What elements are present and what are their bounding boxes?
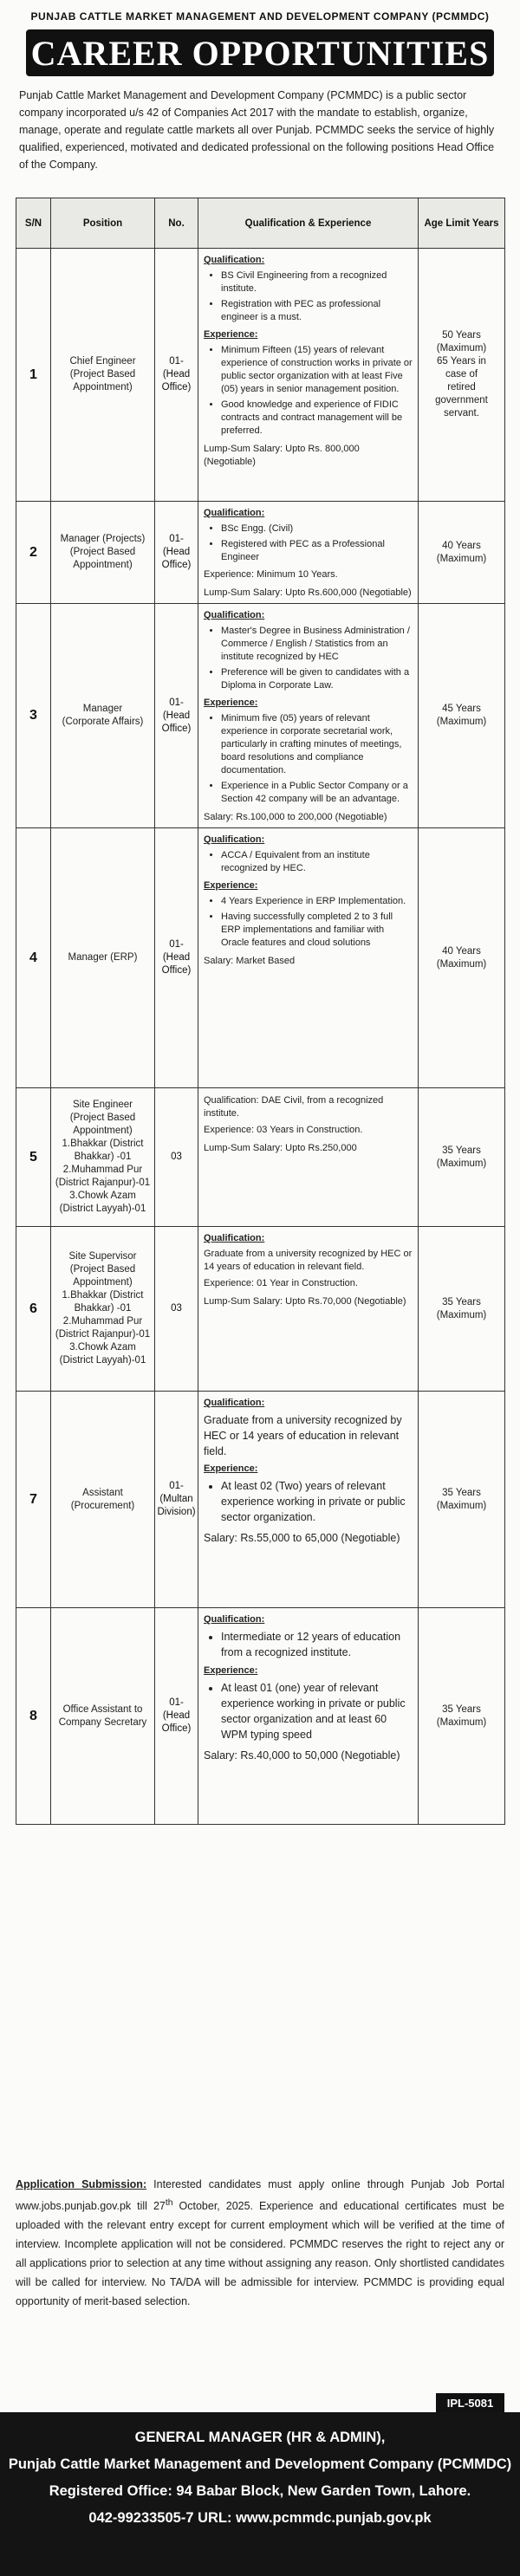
vacancy-line: 01-	[169, 1697, 184, 1708]
position-line: Chief Engineer	[69, 356, 136, 367]
age-limit-line: case of	[445, 369, 478, 380]
position-line: Company Secretary	[58, 1716, 147, 1728]
age-limit-cell	[419, 1088, 505, 1227]
position-line: (District Rajanpur)-01	[55, 1329, 151, 1340]
header-position: Position	[51, 198, 155, 249]
vacancy-line: 01-	[169, 356, 184, 367]
vacancy-line: (Head	[162, 710, 191, 721]
vacancy-count-cell	[155, 1608, 198, 1825]
vacancy-line: (Multan	[159, 1494, 193, 1504]
ad-reference-code: IPL-5081	[436, 2393, 504, 2412]
header-age: Age Limit Years	[419, 198, 505, 249]
contact-company: Punjab Cattle Market Management and Development Company (PCMMDC)	[8, 2456, 512, 2472]
vacancy-line: (Head	[162, 547, 191, 557]
header-qualification: Qualification & Experience	[198, 198, 419, 249]
salary-text: Salary: Market Based	[204, 956, 296, 966]
vacancy-line: (Head	[162, 369, 191, 380]
experience-label: Experience:	[204, 698, 258, 708]
qualification-label: Qualification:	[204, 1398, 265, 1408]
position-cell	[51, 1088, 155, 1227]
contact-phone-url: 042-99233505-7 URL: www.pcmmdc.punjab.gov.pk	[88, 2510, 432, 2526]
age-limit-line: servant.	[444, 408, 479, 419]
position-line: Site Engineer	[72, 1100, 133, 1110]
age-limit-line: 45 Years	[442, 704, 481, 714]
qualification-cell	[198, 1392, 419, 1608]
salary-text: Lump-Sum Salary: Upto Rs. 800,000 (Negotiable)	[204, 444, 360, 467]
table-row	[16, 604, 505, 828]
age-limit-cell	[419, 828, 505, 1088]
position-line: 1.Bhakkar (District	[62, 1139, 144, 1149]
intro-paragraph: Punjab Cattle Market Management and Development Company (PCMMDC) is a public sector company incorporated u/s 42 of Companies Act 2017 with the mandate to establish, organize, manage, operate and regulate cattle markets all over Punjab. PCMMDC seeks the service of highly qualified, experienced, motivated and dedicated professional on the following positions Head Office of the Company.	[19, 89, 495, 171]
deadline-day-suffix: th	[165, 2198, 173, 2208]
position-line: Assistant	[82, 1487, 123, 1498]
qualification-list	[221, 849, 413, 875]
age-limit-cell	[419, 249, 505, 502]
qualification-text: Graduate from a university recognized by HEC or 14 years of education in relevant field.	[204, 1249, 413, 1272]
vacancy-count-cell	[155, 502, 198, 604]
experience-list	[221, 1478, 413, 1525]
serial-number: 6	[16, 1227, 51, 1392]
table-row	[16, 502, 505, 604]
serial-number: 2	[16, 502, 51, 604]
position-line: 3.Chowk Azam	[69, 1342, 136, 1353]
contact-designation: GENERAL MANAGER (HR & ADMIN),	[134, 2430, 386, 2445]
position-cell	[51, 1608, 155, 1825]
position-line: (District Layyah)-01	[59, 1204, 146, 1214]
vacancy-line: Office)	[161, 560, 192, 570]
serial-number: 3	[16, 604, 51, 828]
experience-text: Experience: 01 Year in Construction.	[204, 1278, 358, 1288]
position-line: Site Supervisor	[68, 1251, 137, 1262]
serial-number: 7	[16, 1392, 51, 1608]
vacancy-line: 01-	[169, 1481, 184, 1491]
age-limit-cell	[419, 1608, 505, 1825]
experience-item: • Minimum five (05) years of relevant experience in corporate secretarial work, particularly in crafting minutes of meetings, board resolutions and compliance documentation.	[221, 712, 413, 777]
age-limit-line: (Maximum)	[436, 1309, 487, 1320]
position-cell	[51, 1227, 155, 1392]
table-row	[16, 1227, 505, 1392]
experience-item: • Having successfully completed 2 to 3 full ERP implementations and familiar with Oracle features and cloud solutions	[221, 911, 413, 950]
header-sn: S/N	[16, 198, 51, 249]
qualification-item: • BS Civil Engineering from a recognized institute.	[221, 269, 413, 295]
experience-list	[221, 895, 413, 950]
qualification-label: Qualification:	[204, 834, 265, 845]
qualification-cell	[198, 1227, 419, 1392]
age-limit-cell	[419, 1227, 505, 1392]
application-submission	[16, 2175, 504, 2311]
age-limit-line: 40 Years	[442, 540, 481, 551]
vacancy-count-cell	[155, 604, 198, 828]
position-line: (Project Based	[69, 1113, 136, 1123]
qualification-text: Qualification: DAE Civil, from a recognized institute.	[204, 1095, 384, 1119]
qualification-item: • BSc Engg. (Civil)	[221, 522, 413, 535]
vacancy-count-cell	[155, 249, 198, 502]
qualification-cell	[198, 828, 419, 1088]
age-limit-line: retired	[447, 382, 476, 393]
qualification-cell	[198, 502, 419, 604]
header-no: No.	[155, 198, 198, 249]
age-limit-line: (Maximum)	[436, 1716, 487, 1728]
position-line: 2.Muhammad Pur	[62, 1316, 143, 1327]
age-limit-line: (Maximum)	[436, 958, 487, 970]
qualification-label: Qualification:	[204, 255, 265, 265]
qualification-item: • Registered with PEC as a Professional Engineer	[221, 538, 413, 564]
qualification-cell	[198, 1088, 419, 1227]
qualification-label: Qualification:	[204, 1614, 265, 1625]
positions-table	[16, 198, 505, 1825]
position-line: Manager	[82, 704, 123, 714]
age-limit-line: 40 Years	[442, 945, 481, 957]
position-cell	[51, 249, 155, 502]
position-line: Appointment)	[73, 560, 133, 570]
position-line: (Project Based	[69, 547, 136, 557]
experience-item: • At least 02 (Two) years of relevant experience working in private or public sector organization.	[221, 1478, 413, 1525]
deadline-day: 27	[153, 2200, 166, 2213]
age-limit-line: (Maximum)	[436, 1500, 487, 1511]
age-limit-line: 65 Years in	[437, 356, 486, 367]
table-header-row	[16, 198, 505, 249]
salary-text: Lump-Sum Salary: Upto Rs.600,000 (Negotiable)	[204, 587, 412, 598]
age-limit-line: (Maximum)	[436, 343, 487, 354]
vacancy-line: (Head	[162, 952, 191, 963]
position-cell	[51, 502, 155, 604]
position-line: Appointment)	[73, 382, 133, 393]
contact-address: Registered Office: 94 Babar Block, New Garden Town, Lahore.	[49, 2483, 471, 2499]
position-cell	[51, 828, 155, 1088]
qualification-list	[221, 522, 413, 564]
vacancy-line: Office)	[161, 1723, 192, 1734]
vacancy-line: 01-	[169, 534, 184, 544]
position-cell	[51, 604, 155, 828]
qualification-item: • Master's Degree in Business Administration / Commerce / English / Statistics from an institute recognized by HEC	[221, 625, 413, 664]
position-line: Appointment)	[73, 1126, 133, 1136]
age-limit-cell	[419, 1392, 505, 1608]
vacancy-line: Office)	[161, 382, 192, 393]
qualification-cell	[198, 249, 419, 502]
experience-text: Experience: 03 Years in Construction.	[204, 1125, 363, 1135]
position-line: Office Assistant to	[62, 1703, 143, 1715]
position-line: (Procurement)	[70, 1500, 135, 1511]
experience-item: • Minimum Fifteen (15) years of relevant experience of construction works in private or public sector organization with at least Five (05) years in senior management position.	[221, 344, 413, 396]
qualification-cell	[198, 1608, 419, 1825]
experience-text: Experience: Minimum 10 Years.	[204, 569, 338, 580]
vacancy-line: Office)	[161, 965, 192, 976]
age-limit-line: (Maximum)	[436, 553, 487, 564]
qualification-list	[221, 625, 413, 692]
position-line: 2.Muhammad Pur	[62, 1165, 143, 1175]
vacancy-line: 03	[171, 1152, 182, 1162]
application-text-before-date: Interested candidates must apply online through Punjab Job Portal www.jobs.punjab.gov.pk till	[16, 2178, 504, 2213]
table-row	[16, 249, 505, 502]
position-line: Manager (Projects)	[60, 534, 146, 544]
position-line: Manager (ERP)	[68, 952, 138, 963]
positions-table-body	[16, 249, 505, 1825]
vacancy-count-cell	[155, 1392, 198, 1608]
position-line: (Project Based	[69, 369, 136, 380]
salary-text: Lump-Sum Salary: Upto Rs.250,000	[204, 1143, 357, 1153]
qualification-text: Graduate from a university recognized by HEC or 14 years of education in relevant field.	[204, 1414, 402, 1457]
experience-item: • 4 Years Experience in ERP Implementation.	[221, 895, 413, 908]
application-label: Application Submission:	[16, 2178, 147, 2190]
position-line: (District Layyah)-01	[59, 1355, 146, 1366]
vacancy-line: Division)	[157, 1507, 196, 1517]
experience-label: Experience:	[204, 880, 258, 891]
position-line: Bhakkar) -01	[74, 1303, 132, 1314]
qualification-item: • Preference will be given to candidates with a Diploma in Corporate Law.	[221, 666, 413, 692]
vacancy-line: 01-	[169, 939, 184, 950]
experience-item: • At least 01 (one) year of relevant experience working in private or public sector organization and at least 60 WPM typing speed	[221, 1680, 413, 1742]
age-limit-line: (Maximum)	[436, 1158, 487, 1169]
salary-text: Salary: Rs.55,000 to 65,000 (Negotiable)	[204, 1532, 400, 1544]
position-line: (District Rajanpur)-01	[55, 1178, 151, 1188]
age-limit-line: 50 Years	[442, 330, 481, 341]
vacancy-line: 01-	[169, 697, 184, 708]
age-limit-line: government	[435, 395, 488, 406]
experience-item: • Experience in a Public Sector Company or a Section 42 company will be an advantage.	[221, 780, 413, 806]
salary-text: Salary: Rs.40,000 to 50,000 (Negotiable)	[204, 1749, 400, 1762]
position-line: (Corporate Affairs)	[62, 717, 144, 727]
company-name-heading: PUNJAB CATTLE MARKET MANAGEMENT AND DEVELOPMENT COMPANY (PCMMDC)	[30, 10, 490, 23]
table-row	[16, 1088, 505, 1227]
position-line: 1.Bhakkar (District	[62, 1290, 144, 1301]
vacancy-line: 03	[171, 1303, 182, 1314]
vacancy-count-cell	[155, 828, 198, 1088]
vacancy-count-cell	[155, 1227, 198, 1392]
qualification-item: • ACCA / Equivalent from an institute recognized by HEC.	[221, 849, 413, 875]
experience-list	[221, 344, 413, 438]
age-limit-line: 35 Years	[442, 1145, 481, 1156]
age-limit-line: (Maximum)	[436, 717, 487, 727]
experience-list	[221, 1680, 413, 1742]
salary-text: Lump-Sum Salary: Upto Rs.70,000 (Negotiable)	[204, 1296, 406, 1307]
qualification-item: • Registration with PEC as professional engineer is a must.	[221, 298, 413, 324]
experience-label: Experience:	[204, 329, 258, 340]
serial-number: 4	[16, 828, 51, 1088]
vacancy-line: (Head	[162, 1710, 191, 1721]
experience-label: Experience:	[204, 1665, 258, 1676]
qualification-list	[221, 1629, 413, 1660]
age-limit-cell	[419, 502, 505, 604]
position-line: Bhakkar) -01	[74, 1152, 132, 1162]
position-line: Appointment)	[73, 1277, 133, 1288]
experience-item: • Good knowledge and experience of FIDIC contracts and contract management will be preferred.	[221, 399, 413, 438]
age-limit-line: 35 Years	[442, 1703, 481, 1715]
qualification-list	[221, 269, 413, 324]
vacancy-count-cell	[155, 1088, 198, 1227]
position-line: 3.Chowk Azam	[69, 1191, 136, 1201]
career-opportunities-banner: CAREER OPPORTUNITIES	[26, 29, 494, 76]
table-row	[16, 1608, 505, 1825]
qualification-label: Qualification:	[204, 508, 265, 518]
contact-footer	[0, 2412, 520, 2576]
qualification-label: Qualification:	[204, 1233, 265, 1243]
age-limit-line: 35 Years	[442, 1296, 481, 1307]
application-text-after-date: Experience and educational certificates must be uploaded with the relevant entry except for current employment which will be verified at the time of interview. Incomplete application will not be considered. PCMMDC reserves the right to reject any or all applications prior to selection at any time without assigning any reason. Only shortlisted candidates will be called for interview. No TA/DA will be admissible for interview. PCMMDC is providing equal opportunity of merit-based selection.	[16, 2200, 504, 2308]
qualification-cell	[198, 604, 419, 828]
deadline-month-year: October, 2025.	[179, 2200, 254, 2213]
qualification-item: • Intermediate or 12 years of education from a recognized institute.	[221, 1629, 413, 1660]
serial-number: 1	[16, 249, 51, 502]
salary-text: Salary: Rs.100,000 to 200,000 (Negotiable)	[204, 812, 387, 822]
age-limit-line: 35 Years	[442, 1487, 481, 1498]
age-limit-cell	[419, 604, 505, 828]
experience-list	[221, 712, 413, 806]
serial-number: 5	[16, 1088, 51, 1227]
position-cell	[51, 1392, 155, 1608]
qualification-label: Qualification:	[204, 610, 265, 620]
table-row	[16, 1392, 505, 1608]
serial-number: 8	[16, 1608, 51, 1825]
vacancy-line: Office)	[161, 723, 192, 734]
table-row	[16, 828, 505, 1088]
position-line: (Project Based	[69, 1264, 136, 1275]
experience-label: Experience:	[204, 1463, 258, 1474]
